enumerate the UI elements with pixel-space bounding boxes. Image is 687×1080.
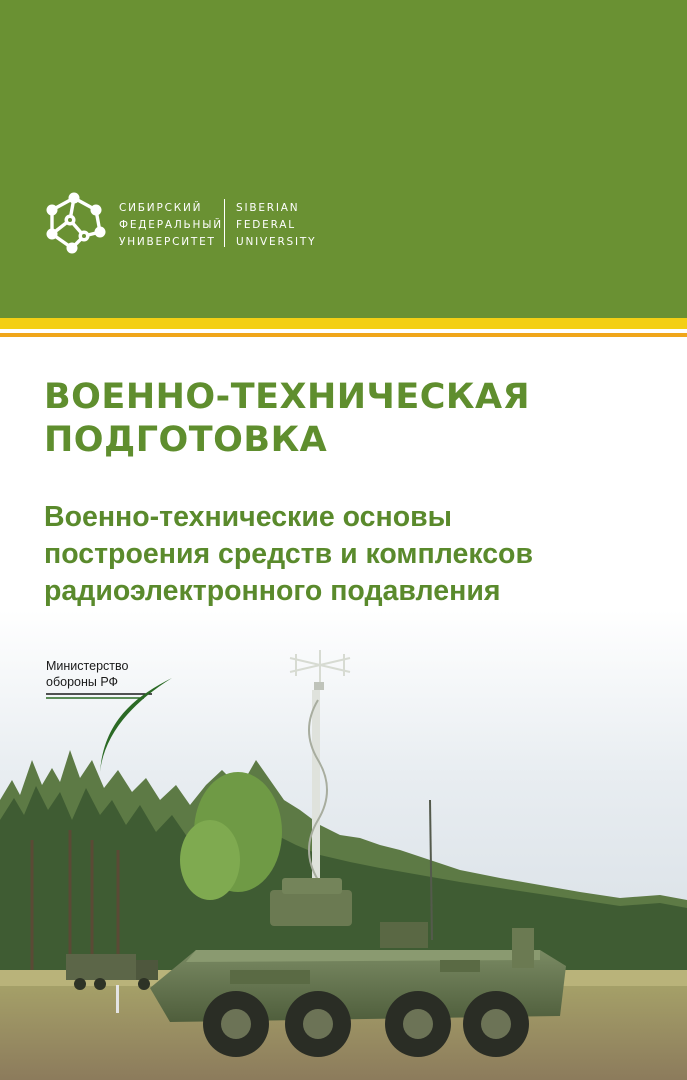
header-band: [0, 0, 687, 318]
book-title-line: ВОЕННО-ТЕХНИЧЕСКАЯ: [44, 377, 531, 417]
book-subtitle: [44, 499, 533, 610]
university-name-en-line: UNIVERSITY: [236, 236, 317, 248]
ministry-label-line: Министерство: [46, 659, 129, 673]
yellow-stripe: [0, 318, 687, 329]
book-subtitle-line: радиоэлектронного подавления: [44, 575, 501, 607]
book-subtitle-line: Военно-технические основы: [44, 501, 452, 533]
university-name-en: [236, 200, 316, 251]
university-name-ru-line: СИБИРСКИЙ: [119, 202, 203, 214]
university-name-ru-line: ФЕДЕРАЛЬНЫЙ: [119, 219, 223, 231]
university-name-ru-line: УНИВЕРСИТЕТ: [119, 236, 216, 248]
university-name-ru: [119, 200, 223, 251]
book-title-line: ПОДГОТОВКА: [44, 420, 328, 460]
book-subtitle-line: построения средств и комплексов: [44, 538, 533, 570]
molecule-network-icon: [44, 190, 108, 256]
ministry-label-line: обороны РФ: [46, 675, 119, 689]
orange-stripe: [0, 333, 687, 337]
university-name-en-line: FEDERAL: [236, 219, 296, 231]
logo-divider: [224, 199, 225, 247]
book-title: [44, 376, 530, 462]
ministry-swoosh-icon: [44, 676, 184, 776]
university-name-en-line: SIBERIAN: [236, 202, 300, 214]
